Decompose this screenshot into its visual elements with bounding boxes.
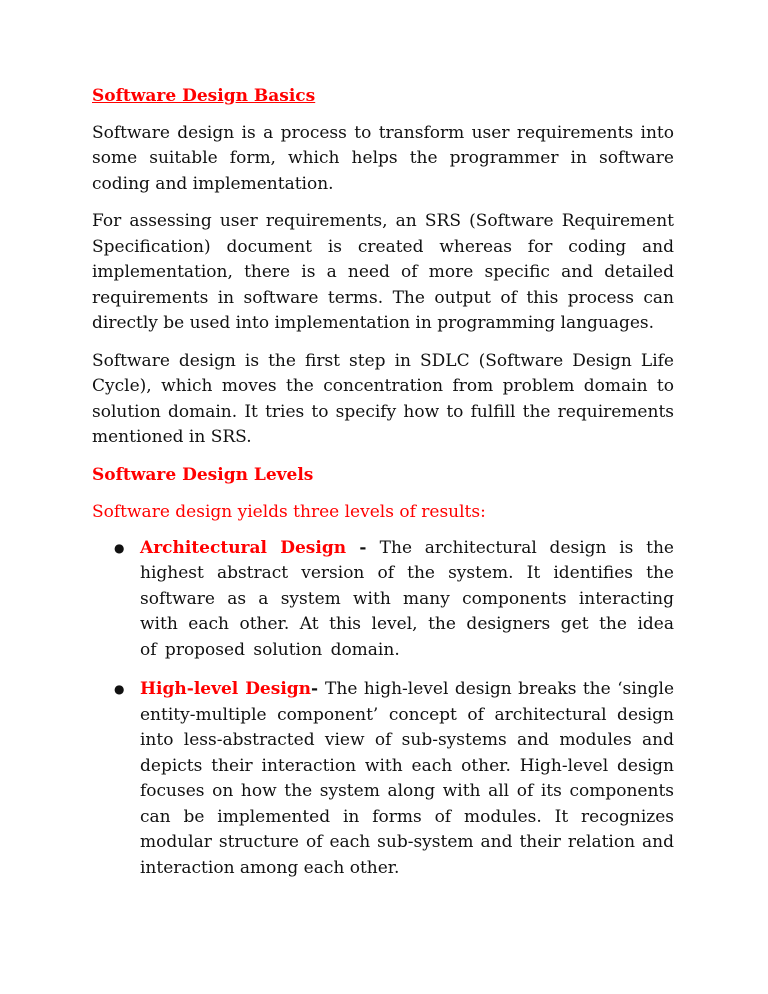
term-description: The architectural design is the highest abstract version of the system. It identifies the software as a system with many components interacting with each other. At this level, the designers get the idea of proposed solution domain. — [140, 537, 674, 660]
document-title: Software Design Basics — [92, 86, 316, 106]
list-item-text — [140, 677, 674, 881]
paragraph-sdlc: Software design is the first step in SDLC (Software Design Life Cycle), which moves the concentration from problem domain to solution domain. It tries to specify how to fulfill the requirements mentioned in SRS. — [92, 350, 674, 447]
list-item-text — [140, 536, 674, 664]
paragraph-srs: For assessing user requirements, an SRS (Software Requirement Specification) document is created whereas for coding and implementation, there is a need of more specific and detailed requirements in software terms. The output of this process can directly be used into implementation in programming languages. — [92, 211, 674, 333]
levels-list — [92, 536, 674, 882]
paragraph-intro: Software design is a process to transform user requirements into some suitable form, which helps the programmer in software coding and implementation. — [92, 122, 674, 194]
term-high-level-design: High-level Design — [140, 679, 312, 699]
list-item-high-level-design — [92, 677, 674, 881]
levels-intro: Software design yields three levels of results: — [92, 502, 486, 522]
term-architectural-design: Architectural Design — [140, 537, 347, 558]
bullet-icon: ● — [114, 540, 125, 555]
term-separator: - — [346, 537, 380, 558]
term-separator: - — [311, 679, 326, 699]
document-page — [92, 84, 674, 895]
term-description: The high-level design breaks the ‘single entity-multiple component’ concept of architectural design into less-abstracted view of sub-systems and modules and depicts their interaction with each other. High-level design focuses on how the system along with all of its components can be implemented in forms of modules. It recognizes modular structure of each sub-system and their relation and interaction among each other. — [140, 679, 675, 878]
section-heading-levels: Software Design Levels — [92, 464, 314, 485]
list-item-architectural-design — [92, 536, 674, 664]
bullet-icon: ● — [114, 682, 125, 696]
